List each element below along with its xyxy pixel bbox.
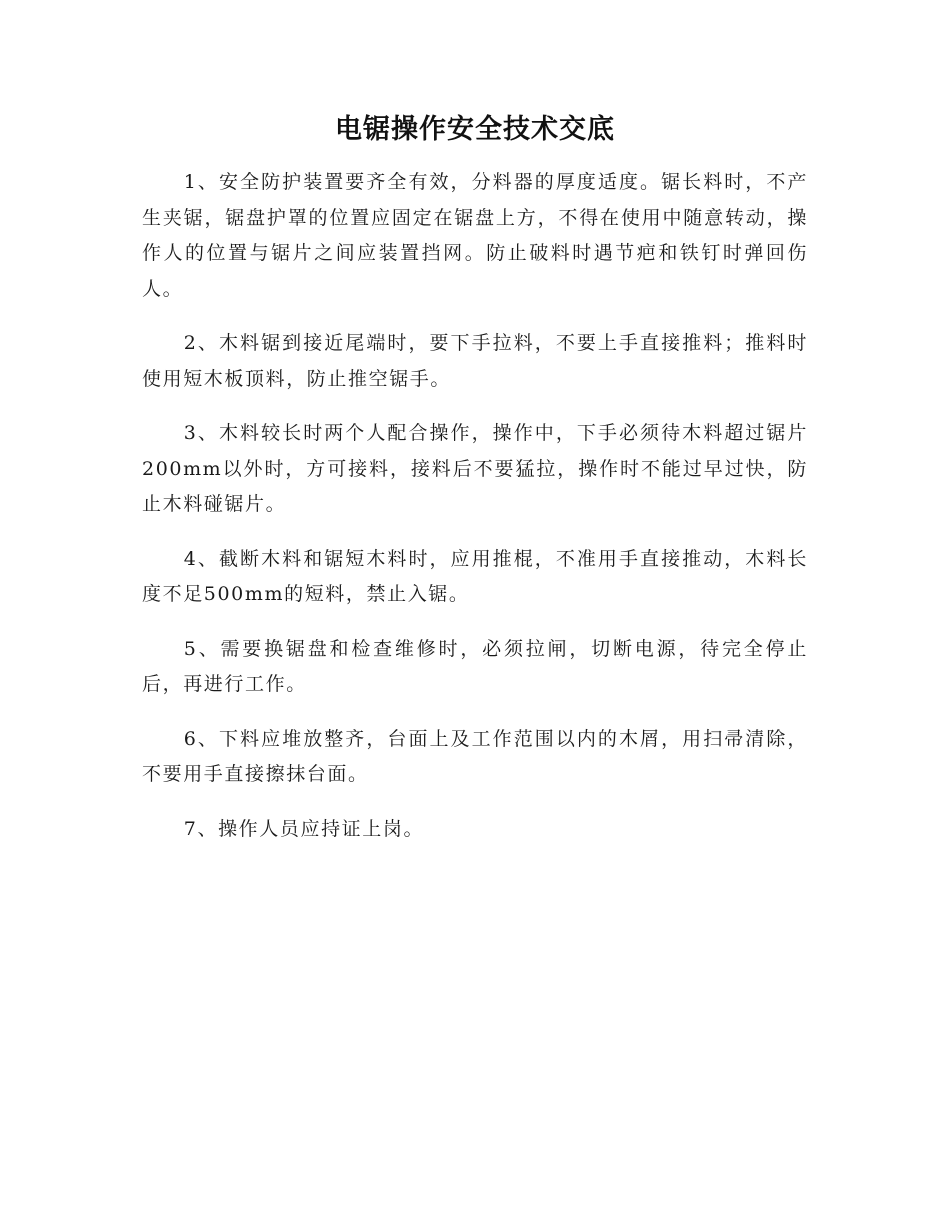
paragraph-2: 2、木料锯到接近尾端时，要下手拉料，不要上手直接推料；推料时使用短木板顶料，防止推空锯手。	[142, 332, 808, 390]
paragraph-1: 1、安全防护装置要齐全有效，分料器的厚度适度。锯长料时，不产生夹锯，锯盘护罩的位置应固定在锯盘上方，不得在使用中随意转动，操作人的位置与锯片之间应装置挡网。防止破料时遇节疤和铁钉时弹回伤人。	[142, 171, 808, 300]
paragraph-4: 4、截断木料和锯短木料时，应用推棍，不准用手直接推动，木料长度不足500mm的短料，禁止入锯。	[142, 547, 808, 605]
paragraph-3: 3、木料较长时两个人配合操作，操作中，下手必须待木料超过锯片200mm以外时，方可接料，接料后不要猛拉，操作时不能过早过快，防止木料碰锯片。	[142, 422, 808, 515]
paragraph-7: 7、操作人员应持证上岗。	[183, 817, 425, 840]
document-page	[142, 108, 808, 866]
paragraph-5: 5、需要换锯盘和检查维修时，必须拉闸，切断电源，待完全停止后，再进行工作。	[142, 637, 808, 695]
document-title: 电锯操作安全技术交底	[335, 114, 615, 145]
paragraph-6: 6、下料应堆放整齐，台面上及工作范围以内的木屑，用扫帚清除，不要用手直接擦抹台面。	[142, 727, 808, 785]
